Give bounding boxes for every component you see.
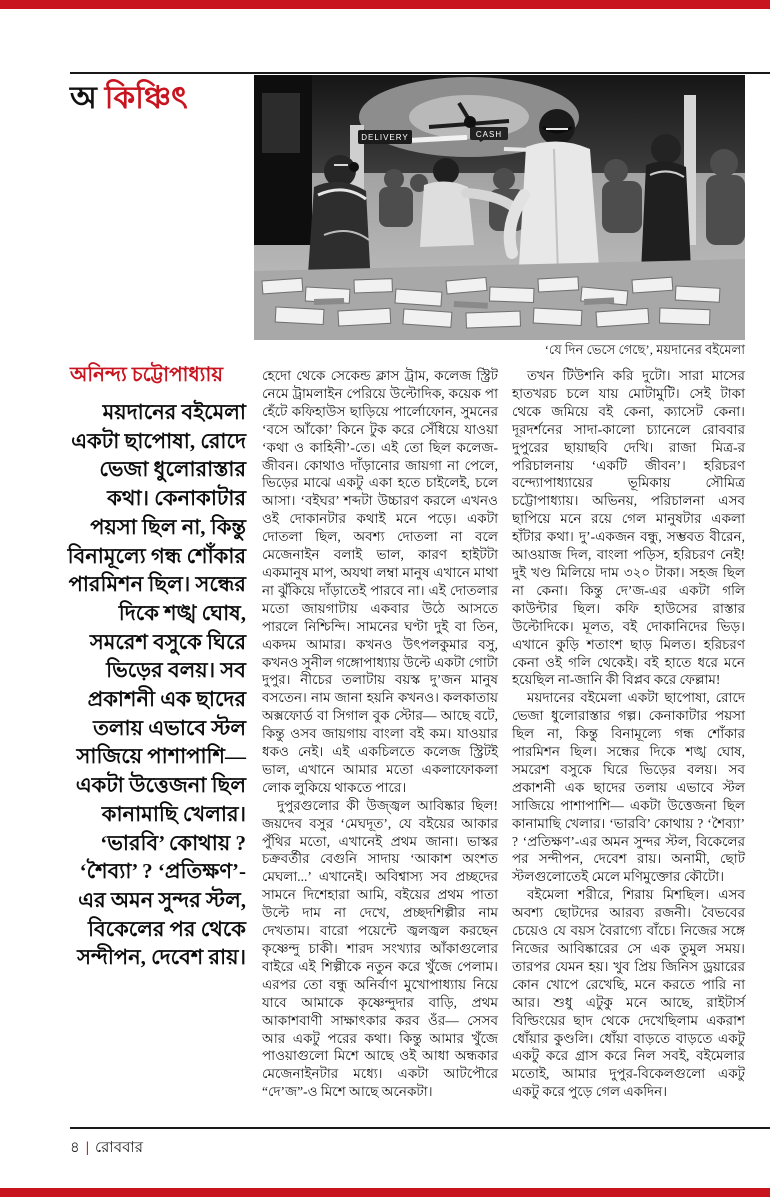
magazine-name: রোববার <box>95 1140 144 1156</box>
bookfair-photo <box>254 75 745 340</box>
body-column-right <box>512 367 745 1127</box>
photo-sign-cash: CASH <box>475 130 503 139</box>
bottom-trim-bar <box>0 1188 770 1197</box>
author-byline: অনিন্দ্য চট্টোপাধ্যায় <box>70 364 224 386</box>
footer-separator: | <box>85 1140 90 1156</box>
header-rule <box>70 72 770 74</box>
masthead-prefix: অ <box>70 80 97 115</box>
footer-rule <box>70 1127 770 1129</box>
page-footer <box>70 1136 370 1161</box>
bookfair-photo-illustration <box>254 75 745 340</box>
paragraph: তখন টিউশনি করি দুটো। সারা মাসের হাতখরচ চলে যায় মোটামুটি। সেই টাকা থেকে জমিয়ে বই কেনা, ক্যাসেট কেনা। দূরদর্শনের সাদা-কালো চ্যানেলে রোববার দুপুরের ছায়াছবি দেখি। রাজা মিত্র-র পরিচালনায় ‘একটি জীবন’। হরিচরণ বন্দ্যোপাধ্যায়ের ভূমিকায় সৌমিত্র চট্টোপাধ্যায়। অভিনয়, পরিচালনা এসব ছাপিয়ে মনে রয়ে গেল মানুষটার একলা হাঁটার কথা। দু’-একজন বন্ধু, সম্ভবত বীরেন, আওয়াজ দিল, বাংলা পড়িস, হরিচরণ নেই! দুই খণ্ড মিলিয়ে দাম ৩২০ টাকা। সহজ ছিল না কেনা। কিন্তু দে’জ-এর একটা গলি কাউন্টার ছিল। কফি হাউসের রাস্তার উল্টোদিকে। মূলত, বই দোকানিদের ভিড়। এখানে কুড়ি শতাংশ ছাড় মিলত। হরিচরণ কেনা ওই গলি থেকেই। বই হাতে ধরে মনে হয়েছিল না-জানি কী বিপ্লব করে ফেল্লাম! <box>512 368 745 688</box>
paragraph: ময়দানের বইমেলা একটা ছাপোষা, রোদে ভেজা ধুলোরাস্তার গল্প। কেনাকাটার পয়সা ছিল না, কিন্তু বিনামূল্যে গন্ধ শোঁকার পারমিশন ছিল। সন্ধের দিকে শঙ্খ ঘোষ, সমরেশ বসুকে ঘিরে ভিড়ের বলয়। সব প্রকাশনী এক ছাদের তলায় এভাবে স্টল সাজিয়ে পাশাপাশি— একটা উত্তেজনা ছিল কানামাছি খেলার। ‘ভারবি’ কোথায় ? ‘শৈব্যা’ ? ‘প্রতিক্ষণ’-এর অমন সুন্দর স্টল, বিকেলের পর সন্দীপন, দেবেশ রায়। অনামী, ছোট স্টলগুলোতেই মেলে মণিমুক্তোর কৌটো। <box>512 690 745 885</box>
book-tables <box>254 259 745 340</box>
paragraph: বইমেলা শরীরে, শিরায় মিশছিল। এসব অবশ্য ছোটদের আরব্য রজনী। বৈভবের চেয়েও যে বয়স বৈরাগ্যে বাঁচে। নিজের সঙ্গে নিজের আবিষ্কারের সে এক তুমুল সময়। তারপর যেমন হয়। খুব প্রিয় জিনিস ড্রয়ারের কোন খোপে রেখেছি, মনে করতে পারি না আর। শুধু এটুকু মনে আছে, রাইটার্স বিল্ডিংয়ের ছাদ থেকে দেখেছিলাম একরাশ ধোঁয়ার কুণ্ডলি। ধোঁয়া বাড়তে বাড়তে একটু একটু করে গ্রাস করে নিল সবই, বইমেলার মতোই, আমার দুপুর-বিকেলগুলো একটু একটু করে পুড়ে গেল একদিন। <box>512 887 745 1100</box>
body-column-middle <box>262 367 498 1112</box>
paragraph: হেদো থেকে সেকেন্ড ক্লাস ট্রাম, কলেজ স্ট্রিট নেমে ট্রামলাইন পেরিয়ে উল্টোদিক, কয়েক পা হেঁটে কফিহাউস ছাড়িয়ে পার্লোফোন, সুমনের ‘বসে আঁকো’ কিনে টুক করে সেঁধিয়ে যাওয়া ‘কথা ও কাহিনী’-তে। এই তো ছিল কলেজ-জীবন। কোথাও দাঁড়ানোর জায়গা না পেলে, ভিড়ের মাঝে একটু একা হতে চাইলেই, চলে আসা। ‘বইঘর’ শব্দটা উচ্চারণ করলে এখনও ওই দোকানটার কথাই মনে পড়ে। একটা দোতলা ছিল, অবশ্য দোতলা না বলে মেজেনাইন বলাই ভাল, কারণ হাইটটা একমানুষ মাপ, অযথা লম্বা মানুষ এখানে মাথা না ঝুঁকিয়ে দাঁড়াতেই পারবে না। এই দোতলার মতো জায়গাটায় একবার উঠে আসতে পারলে নিশ্চিন্দি। সামনের ঘণ্টা দুই বা তিন, একদম আমার। কখনও উৎপলকুমার বসু, কখনও সুনীল গঙ্গোপাধ্যায় উল্টে একটা গোটা দুপুর। নীচের তলাটায় বয়স্ক দু’জন মানুষ বসতেন। নাম জানা হয়নি কখনও। কলকাতায় অক্সফোর্ড বা সিগাল বুক স্টোর— আছে বটে, কিন্তু ওসব জায়গায় বাংলা বই কম। যাওয়ার ধকও নেই। এই একচিলতে কলেজ স্ট্রিটই ভাল, এখানে আমার মতো একলাফোকলা লোক লুকিয়ে থাকতে পারে। <box>262 368 498 795</box>
page-number: ৪ <box>70 1140 80 1156</box>
photo-sign-delivery: DELIVERY <box>361 133 409 142</box>
top-trim-bar <box>0 0 770 9</box>
paragraph: দুপুরগুলোর কী উজ্জ্বল আবিষ্কার ছিল! জয়দেব বসুর ‘মেঘদূত’, যে বইয়ের আকার পুঁথির মতো, এখানেই প্রথম জানা। ভাস্কর চক্রবর্তীর বেগুনি সাদায় ‘আকাশ অংশত মেঘলা...’ এখানেই। অবিশ্বাস্য সব প্রচ্ছদের সামনে দিশেহারা আমি, বইয়ের প্রথম পাতা উল্টে দাম না দেখে, প্রচ্ছদশিল্পীর নাম দেখতাম। বারো পয়েন্টে জ্বলজ্বল করছেন কৃষ্ণেন্দু চাকী। শারদ সংখ্যার আঁকাগুলোর বাইরে এই শিল্পীকে নতুন করে খুঁজে পেলাম। এরপর তো বন্ধু অনির্বাণ মুখোপাধ্যায় নিয়ে যাবে আমাকে কৃষ্ণেন্দুদার বাড়ি, প্রথম আকাশবাণী সাক্ষাৎকার করব ওঁর— সেসব আর একটু পরের কথা। কিন্তু আমার খুঁজে পাওয়াগুলো মিশে আছে ওই আধা অন্ধকার মেজেনাইনটার মধ্যে। একটা আটপৌরে “দে’জ”-ও মিশে আছে অনেকটা। <box>262 797 498 1100</box>
section-masthead <box>70 80 250 116</box>
lede-paragraph: ময়দানের বইমেলা একটা ছাপোষা, রোদে ভেজা ধুলোরাস্তার কথা। কেনাকাটার পয়সা ছিল না, কিন্তু বিনামূল্যে গন্ধ শোঁকার পারমিশন ছিল। সন্ধের দিকে শঙ্খ ঘোষ, সমরেশ বসুকে ঘিরে ভিড়ের বলয়। সব প্রকাশনী এক ছাদের তলায় এভাবে স্টল সাজিয়ে পাশাপাশি— একটা উত্তেজনা ছিল কানামাছি খেলার। ‘ভারবি’ কোথায় ? ‘শৈব্যা’ ? ‘প্রতিক্ষণ’-এর অমন সুন্দর স্টল, বিকেলের পর থেকে সন্দীপন, দেবেশ রায়। <box>67 400 246 970</box>
photo-caption: ‘যে দিন ভেসে গেছে’, ময়দানের বইমেলা <box>544 342 745 357</box>
masthead-title: কিঞ্চিৎ <box>104 80 188 115</box>
